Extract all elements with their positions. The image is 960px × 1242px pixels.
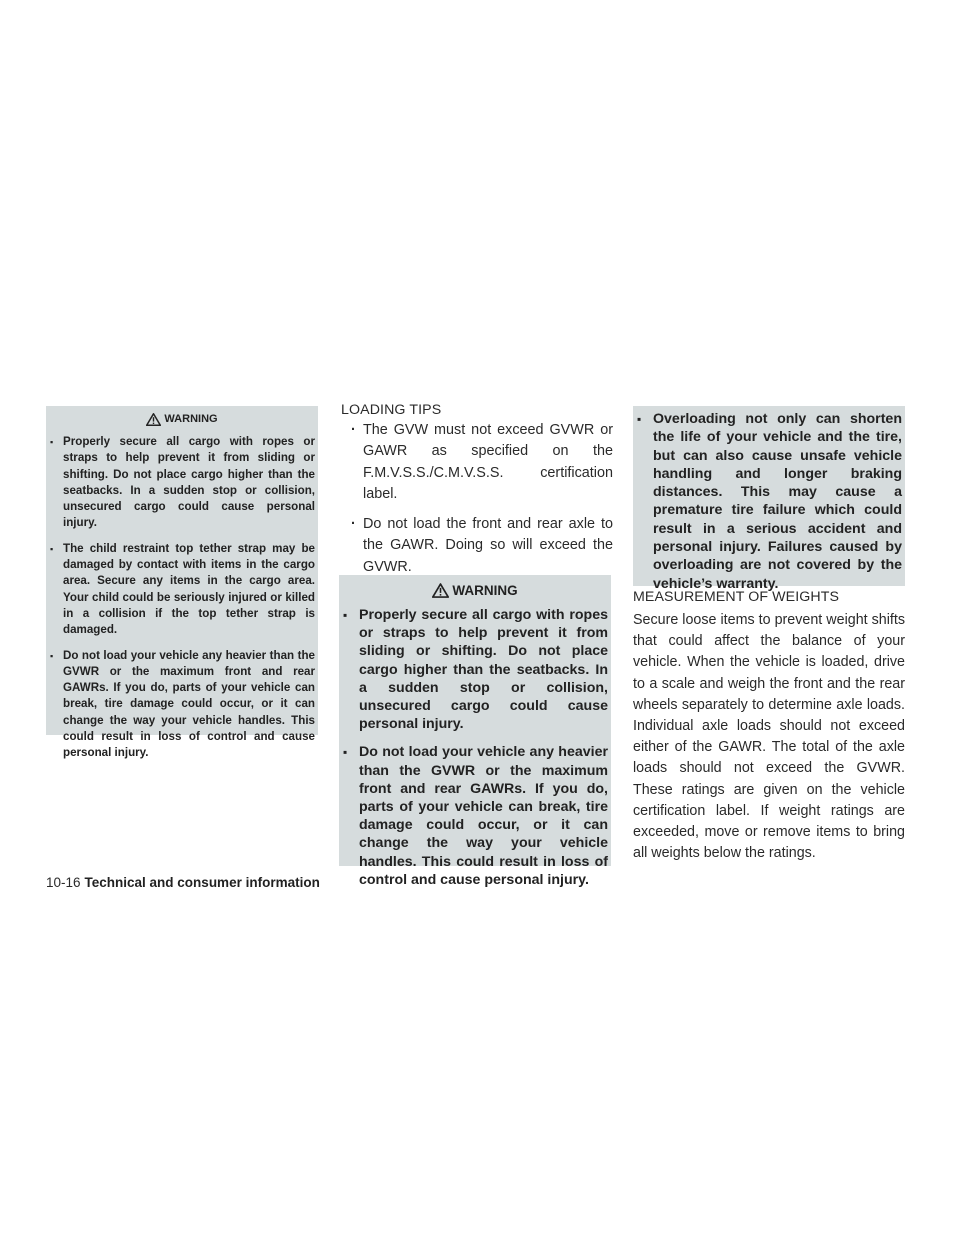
page-number: 10-16 bbox=[46, 875, 81, 890]
loading-tips-list bbox=[341, 420, 613, 578]
measurement-body: Secure loose items to prevent weight shifts that could affect the balance of your vehicle. When the vehicle is loaded, drive to a scale and weigh the front and the rear wheels separately to determine axle loads. Individual axle loads should not exceed either of the GAWR. The total of the axle loads should not exceed the GVWR. These ratings are given on the vehicle certification label. If weight ratings are exceeded, move or remove items to bring all weights below the ratings. bbox=[633, 612, 905, 862]
warning-item: ▪ Do not load your vehicle any heavier than the GVWR or the maximum front and rear GAWRs. If you do, parts of your vehicle can break, tire damage could occur, or it can change the way your vehicle handles. This could result in loss of control and cause personal injury. bbox=[50, 648, 315, 762]
warning-item: ▪ Properly secure all cargo with ropes or straps to help prevent it from sliding or shifting. Do not place cargo higher than the seatbacks. In a sudden stop or collision, unsecured cargo could cause personal injury. bbox=[50, 434, 315, 532]
warning-item: ▪ Do not load your vehicle any heavier than the GVWR or the maximum front and rear GAWRs. If you do, parts of your vehicle can break, tire damage could occur, or it can change the way your vehicle handles. This could result in loss of control and cause personal injury. bbox=[343, 743, 608, 889]
warning-item: ▪ Properly secure all cargo with ropes or straps to help prevent it from sliding or shifting. Do not place cargo higher than the seatbacks. In a sudden stop or collision, unsecured cargo could cause personal injury. bbox=[343, 606, 608, 733]
warning-box-cargo bbox=[46, 406, 318, 760]
warning-list bbox=[339, 604, 611, 889]
warning-box-overloading bbox=[633, 406, 905, 592]
page-footer bbox=[46, 875, 320, 890]
warning-item: ▪ Overloading not only can shorten the life of your vehicle and the tire, but can also cause unsafe vehicle handling and longer braking distances. This may cause a premature tire failure which could result in a serious accident and personal injury. Failures caused by overloading are not covered by the vehicle’s warranty. bbox=[637, 410, 902, 593]
warning-label: WARNING bbox=[164, 413, 218, 425]
warning-label: WARNING bbox=[452, 583, 518, 598]
warning-list bbox=[633, 406, 905, 593]
warning-list bbox=[46, 430, 318, 762]
section-heading-measurement: MEASUREMENT OF WEIGHTS bbox=[633, 589, 840, 605]
chapter-title: Technical and consumer information bbox=[84, 875, 320, 890]
warning-header bbox=[46, 406, 318, 430]
warning-box-loading bbox=[339, 575, 611, 888]
measurement-section bbox=[633, 589, 905, 864]
warning-triangle-icon bbox=[432, 583, 449, 598]
warning-triangle-icon bbox=[146, 413, 161, 426]
warning-header bbox=[339, 575, 611, 604]
loading-tips-section bbox=[341, 402, 613, 587]
section-heading-loading-tips: LOADING TIPS bbox=[341, 402, 442, 418]
tip-item: · Do not load the front and rear axle to the GAWR. Doing so will exceed the GVWR. bbox=[351, 514, 613, 578]
warning-item: ▪ The child restraint top tether strap may be damaged by contact with items in the cargo area. Secure any items in the cargo area. Your child could be seriously injured or killed in a collision if the top tether strap is damaged. bbox=[50, 541, 315, 639]
tip-item: · The GVW must not exceed GVWR or GAWR as specified on the F.M.V.S.S./C.M.V.S.S. certification label. bbox=[351, 420, 613, 505]
